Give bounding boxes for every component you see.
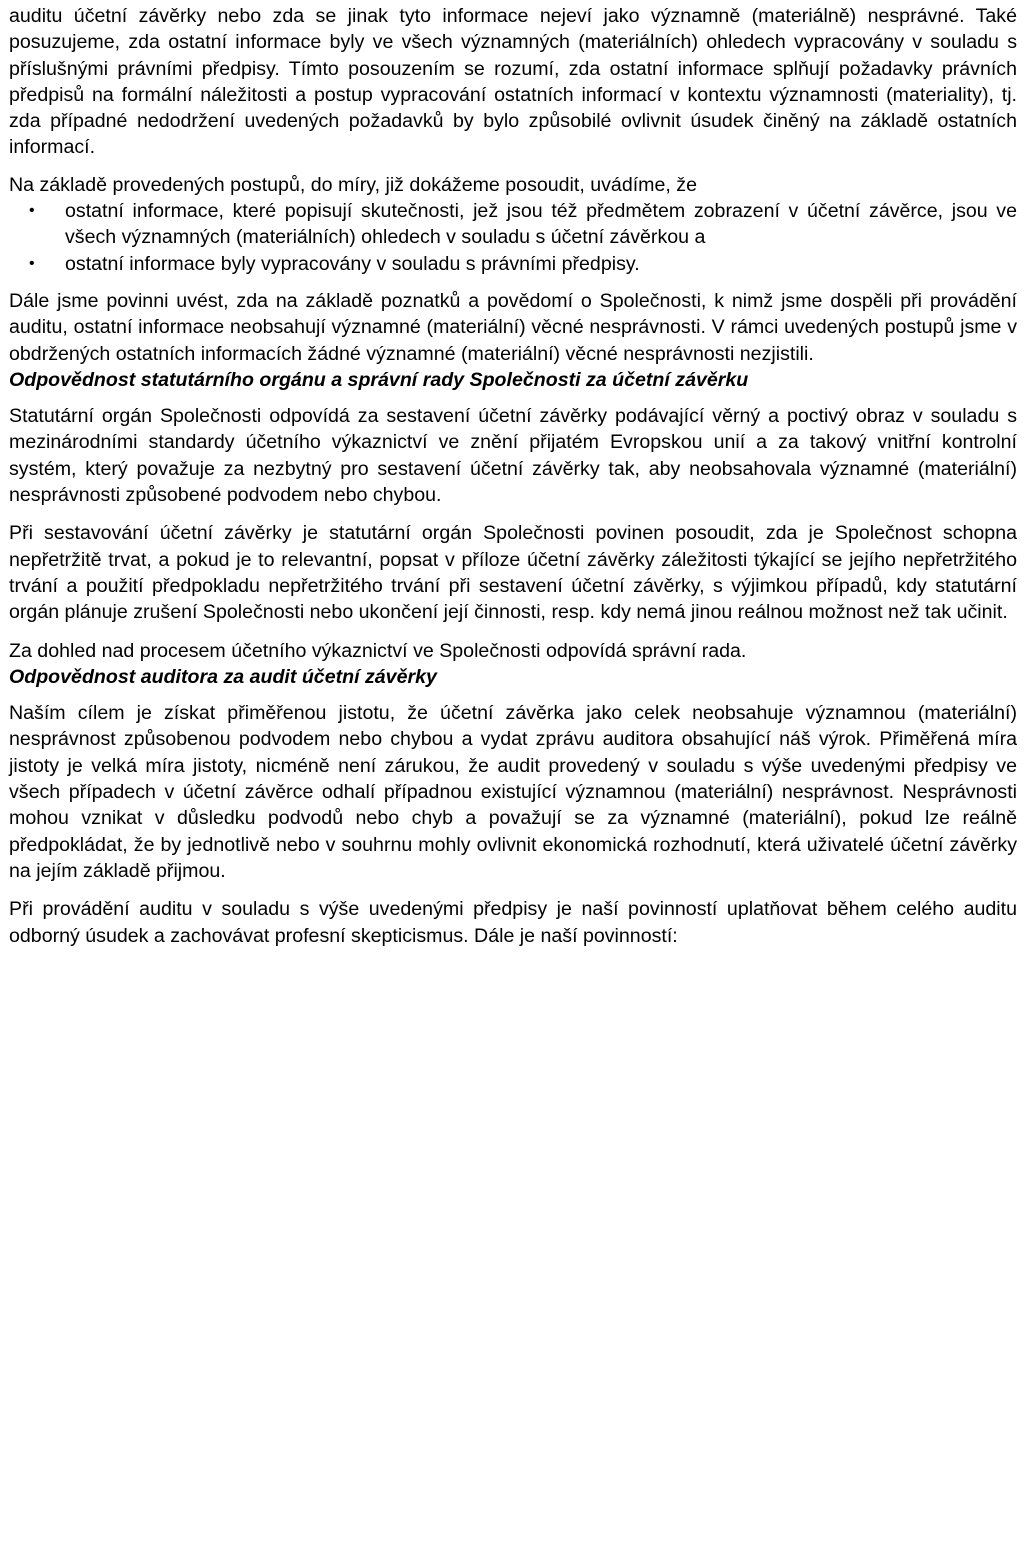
paragraph-auditor-duty: Při provádění auditu v souladu s výše uvedenými předpisy je naší povinností uplatňovat během celého auditu odborný úsudek a zachovávat profesní skepticismus. Dále je naší povinností: <box>9 898 1017 947</box>
document-page <box>9 0 1017 949</box>
paragraph-statutory-body: Statutární orgán Společnosti odpovídá za sestavení účetní závěrky podávající věrný a poctivý obraz v souladu s mezinárodními standardy účetního výkaznictví ve znění přijatém Evropskou unií a za takový vnitřní kontrolní systém, který považuje za nezbytný pro sestavení účetní závěrky tak, aby neobsahovala významné (materiální) nesprávnosti způsobené podvodem nebo chybou. <box>9 405 1017 507</box>
list-item-text: ostatní informace, které popisují skutečnosti, jež jsou též předmětem zobrazení v účetní závěrce, jsou ve všech významných (materiálních) ohledech v souladu s účetní závěrkou a <box>65 200 1017 249</box>
section-heading-auditor-responsibility: Odpovědnost auditora za audit účetní závěrky <box>9 665 437 688</box>
paragraph-audit-goal: Naším cílem je získat přiměřenou jistotu, že účetní závěrka jako celek neobsahuje významnou (materiální) nesprávnost způsobenou podvodem nebo chybou a vydat zprávu auditora obsahující náš výrok. Přiměřená míra jistoty je velká míra jistoty, nicméně není zárukou, že audit provedený v souladu s výše uvedenými předpisy ve všech případech v účetní závěrce odhalí případnou existující významnou (materiální) nesprávnost. Nesprávnosti mohou vznikat v důsledku podvodů nebo chyb a považují se za významné (materiální), pokud lze reálně předpokládat, že by jednotlivě nebo v souhrnu mohly ovlivnit ekonomická rozhodnutí, která uživatelé účetní závěrky na jejím základě přijmou. <box>9 702 1017 882</box>
list-item <box>9 251 1017 277</box>
paragraph-material-misstatements: Dále jsme povinni uvést, zda na základě poznatků a povědomí o Společnosti, k nimž jsme dospěli při provádění auditu, ostatní informace neobsahují významné (materiální) věcné nesprávnosti. V rámci uvedených postupů jsme v obdržených ostatních informacích žádné významné (materiální) věcné nesprávnosti nezjistili. <box>9 289 1017 365</box>
list-item-text: ostatní informace byly vypracovány v souladu s právními předpisy. <box>65 252 640 275</box>
paragraph-procedures-intro: Na základě provedených postupů, do míry, již dokážeme posoudit, uvádíme, že <box>9 173 697 196</box>
paragraph-other-info-continuation: auditu účetní závěrky nebo zda se jinak tyto informace nejeví jako významně (materiálně) nesprávné. Také posuzujeme, zda ostatní informace byly ve všech významných (materiálních) ohledech vypracovány v souladu s příslušnými právními předpisy. Tímto posouzením se rozumí, zda ostatní informace splňují požadavky právních předpisů na formální náležitosti a postup vypracování ostatních informací v kontextu významnosti (materiality), tj. zda případné nedodržení uvedených požadavků by bylo způsobilé ovlivnit úsudek činěný na základě ostatních informací. <box>9 5 1017 159</box>
section-heading-statutory-responsibility: Odpovědnost statutárního orgánu a správní rady Společnosti za účetní závěrku <box>9 368 749 391</box>
bullet-icon: • <box>29 254 35 272</box>
paragraph-board-oversight: Za dohled nad procesem účetního výkaznictví ve Společnosti odpovídá správní rada. <box>9 639 747 662</box>
paragraph-going-concern: Při sestavování účetní závěrky je statutární orgán Společnosti povinen posoudit, zda je Společnost schopna nepřetržitě trvat, a pokud je to relevantní, popsat v příloze účetní závěrky záležitosti týkající se jejího nepřetržitého trvání a použití předpokladu nepřetržitého trvání při sestavení účetní závěrky, s výjimkou případů, kdy statutární orgán plánuje zrušení Společnosti nebo ukončení její činnosti, resp. kdy nemá jinou reálnou možnost než tak učinit. <box>9 522 1017 624</box>
bullet-icon: • <box>29 202 35 220</box>
conclusion-list <box>9 198 1017 277</box>
list-item <box>9 198 1017 251</box>
